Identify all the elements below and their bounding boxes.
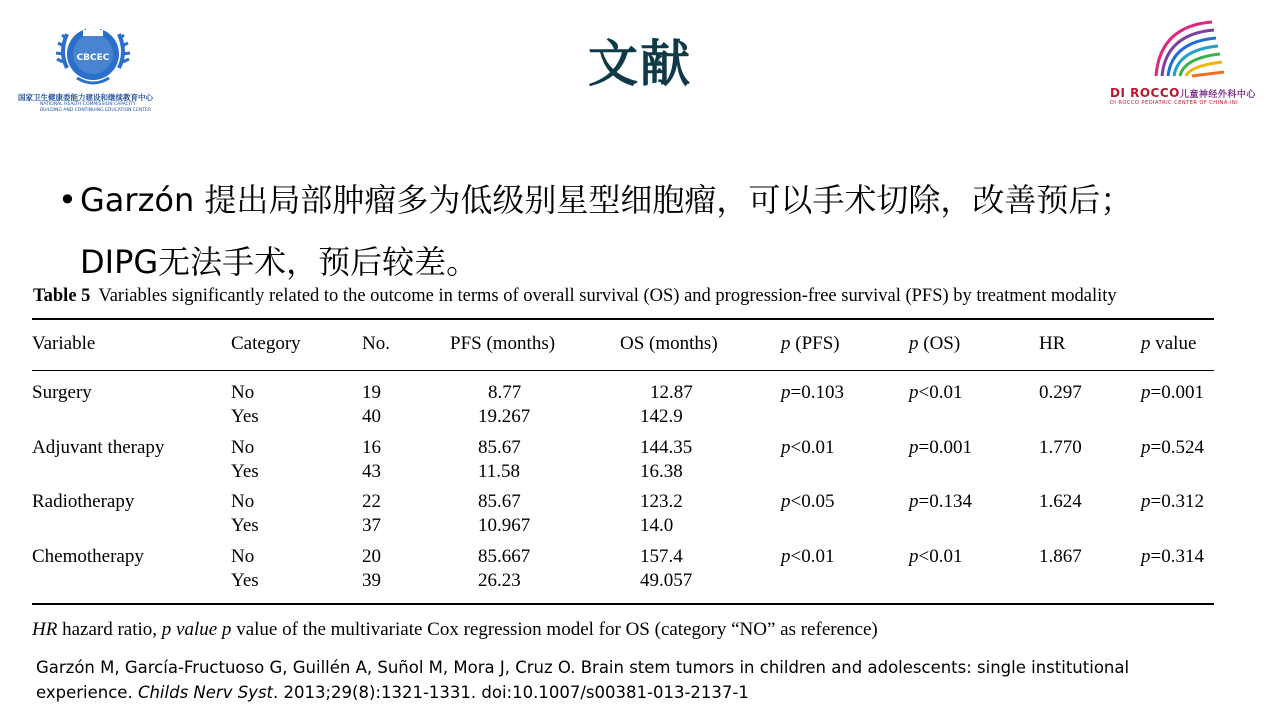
reference-details: . 2013;29(8):1321-1331. doi:10.1007/s00381-013-2137-1 <box>273 683 749 702</box>
row-pfs-yes: 10.967 <box>478 515 531 536</box>
reference-journal: Childs Nerv Syst <box>137 683 274 702</box>
header-p-pfs-symbol: p <box>781 333 791 354</box>
table-caption-label: Table 5 <box>33 286 91 306</box>
row-p-value-value: =0.524 <box>1150 437 1204 458</box>
row-category-no: No <box>231 546 255 567</box>
table-bottom-rule <box>32 603 1214 605</box>
header-p-pfs <box>781 333 840 355</box>
row-p-pfs <box>781 437 834 459</box>
p-symbol: p <box>781 491 791 512</box>
row-category-no: No <box>231 491 255 512</box>
row-pfs-yes: 11.58 <box>478 461 521 482</box>
row-p-pfs <box>781 491 834 513</box>
row-os-no: 12.87 <box>650 382 693 403</box>
row-p-pfs <box>781 546 834 568</box>
row-p-pfs-value: <0.05 <box>790 491 835 512</box>
row-hr: 1.867 <box>1039 546 1082 567</box>
row-p-value-value: =0.314 <box>1150 546 1204 567</box>
header-p-os <box>909 333 960 355</box>
row-os-no: 123.2 <box>640 491 683 512</box>
p-symbol: p <box>909 437 919 458</box>
row-hr: 1.624 <box>1039 491 1082 512</box>
header-no: No. <box>362 333 390 354</box>
row-hr: 1.770 <box>1039 437 1082 458</box>
header-p-value <box>1141 333 1196 355</box>
row-hr: 0.297 <box>1039 382 1082 403</box>
di-rocco-emblem-icon <box>1152 16 1228 82</box>
row-n-yes: 40 <box>362 406 381 427</box>
row-category-no: No <box>231 382 255 403</box>
header-p-value-symbol: p <box>1141 333 1151 354</box>
row-n-no: 19 <box>362 382 381 403</box>
p-symbol: p <box>1141 491 1151 512</box>
logo-right-brand-text: DI ROCCO <box>1110 86 1180 100</box>
p-symbol: p <box>1141 437 1151 458</box>
row-n-no: 20 <box>362 546 381 567</box>
header-p-os-text: (OS) <box>918 333 961 354</box>
row-pfs-no: 85.67 <box>478 437 521 458</box>
row-os-yes: 14.0 <box>640 515 674 536</box>
header-p-os-symbol: p <box>909 333 919 354</box>
row-p-value-value: =0.001 <box>1150 382 1204 403</box>
p-symbol: p <box>781 382 791 403</box>
header-category: Category <box>231 333 301 354</box>
row-variable: Chemotherapy <box>32 546 144 567</box>
table-caption <box>33 286 1117 307</box>
table-header-rule <box>32 370 1214 371</box>
header-p-value-text: value <box>1150 333 1197 354</box>
row-variable: Adjuvant therapy <box>32 437 165 458</box>
logo-left-name-en-2: BUILDING AND CONTINUING EDUCATION CENTER <box>40 108 151 113</box>
row-category-yes: Yes <box>231 570 259 591</box>
logo-right-brand-cn: 儿童神经外科中心 <box>1179 90 1256 100</box>
reference-authors: Garzón M, García-Fructuoso G, Guillén A, Suñol M, Mora J, Cruz O. Brain stem tumors in children and adolescents: single institutional experience. <box>36 658 1130 702</box>
row-p-os <box>909 437 972 459</box>
table-footnote <box>32 619 878 641</box>
footnote-rest: value of the multivariate Cox regression model for OS (category “NO” as reference) <box>231 619 878 640</box>
row-p-value <box>1141 491 1204 513</box>
p-symbol: p <box>909 382 919 403</box>
p-symbol: p <box>1141 546 1151 567</box>
logo-right-subtitle: DI ROCCO PEDIATRIC CENTER OF CHINA-INI <box>1110 100 1239 106</box>
row-n-yes: 39 <box>362 570 381 591</box>
table-top-rule <box>32 318 1214 320</box>
table-caption-text: Variables significantly related to the outcome in terms of overall survival (OS) and progression-free survival (PFS) by treatment modality <box>98 286 1117 306</box>
row-pfs-no: 8.77 <box>488 382 522 403</box>
di-rocco-logo <box>1108 16 1273 116</box>
row-n-no: 22 <box>362 491 381 512</box>
header-pfs: PFS (months) <box>450 333 556 354</box>
row-variable: Radiotherapy <box>32 491 135 512</box>
row-pfs-yes: 19.267 <box>478 406 531 427</box>
row-n-yes: 37 <box>362 515 381 536</box>
row-os-yes: 16.38 <box>640 461 683 482</box>
row-category-yes: Yes <box>231 515 259 536</box>
row-os-no: 144.35 <box>640 437 693 458</box>
row-p-pfs <box>781 382 844 404</box>
header-variable: Variable <box>32 333 96 354</box>
bullet-point <box>58 176 1132 224</box>
p-symbol: p <box>781 546 791 567</box>
footnote-pvalue: p value p <box>161 619 232 640</box>
page-title: 文献 <box>588 35 692 93</box>
row-category-no: No <box>231 437 255 458</box>
row-p-pfs-value: <0.01 <box>790 437 835 458</box>
row-p-os-value: <0.01 <box>918 546 963 567</box>
row-p-os <box>909 491 972 513</box>
logo-left-name-en-1: NATIONAL HEALTH COMMISSION CAPACITY <box>40 102 136 107</box>
row-p-value <box>1141 546 1204 568</box>
footnote-hr: HR <box>32 619 58 640</box>
logo-left-name-cn: 国家卫生健康委能力建设和继续教育中心 <box>18 93 153 102</box>
footnote-hr-text: hazard ratio, <box>57 619 162 640</box>
row-n-yes: 43 <box>362 461 381 482</box>
row-p-value <box>1141 437 1204 459</box>
header-hr: HR <box>1039 333 1066 354</box>
row-p-os <box>909 382 962 404</box>
row-category-yes: Yes <box>231 406 259 427</box>
reference-citation <box>36 655 1186 705</box>
logo-right-brand <box>1110 86 1256 100</box>
row-os-yes: 142.9 <box>640 406 683 427</box>
row-os-yes: 49.057 <box>640 570 693 591</box>
bullet-line-1: Garzón 提出局部肿瘤多为低级别星型细胞瘤，可以手术切除，改善预后； <box>80 181 1133 219</box>
p-symbol: p <box>909 546 919 567</box>
row-p-os <box>909 546 962 568</box>
row-p-os-value: =0.134 <box>918 491 972 512</box>
p-symbol: p <box>909 491 919 512</box>
row-p-pfs-value: <0.01 <box>790 546 835 567</box>
row-p-pfs-value: =0.103 <box>790 382 844 403</box>
row-p-os-value: <0.01 <box>918 382 963 403</box>
emblem-text: CBCEC <box>76 53 110 63</box>
row-p-value-value: =0.312 <box>1150 491 1204 512</box>
row-os-no: 157.4 <box>640 546 683 567</box>
row-p-os-value: =0.001 <box>918 437 972 458</box>
row-category-yes: Yes <box>231 461 259 482</box>
header-os: OS (months) <box>620 333 718 354</box>
row-pfs-no: 85.67 <box>478 491 521 512</box>
row-p-value <box>1141 382 1204 404</box>
row-pfs-no: 85.667 <box>478 546 531 567</box>
p-symbol: p <box>1141 382 1151 403</box>
header-p-pfs-text: (PFS) <box>790 333 840 354</box>
bullet-line-2: DIPG无法手术，预后较差。 <box>80 243 479 281</box>
row-n-no: 16 <box>362 437 381 458</box>
row-variable: Surgery <box>32 382 92 403</box>
bullet-dot-icon: • <box>58 181 77 219</box>
p-symbol: p <box>781 437 791 458</box>
row-pfs-yes: 26.23 <box>478 570 521 591</box>
